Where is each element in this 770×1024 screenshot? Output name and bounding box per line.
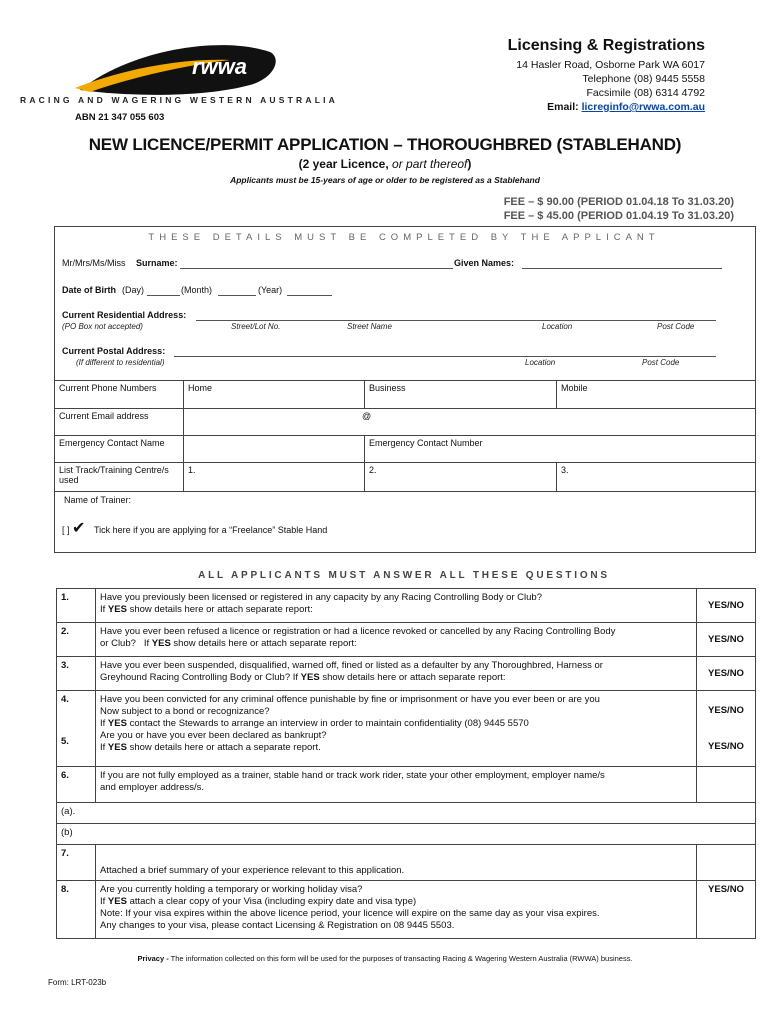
q7-text: Attached a brief summary of your experience relevant to this application. — [96, 845, 697, 881]
q2-rest: show details here or attach separate report: — [173, 638, 357, 649]
q4-yes-no[interactable]: YES/NO — [708, 704, 744, 716]
privacy-label: Privacy - — [137, 954, 169, 963]
title-prefix: Mr/Mrs/Ms/Miss — [62, 258, 126, 268]
contact-block — [508, 36, 705, 114]
q4-yes: YES — [107, 718, 127, 729]
q4-if: If — [100, 718, 106, 729]
q1-if: If — [100, 604, 106, 615]
q8-rest: attach a clear copy of your Visa (including expiry date and visa type) — [129, 896, 417, 907]
q2-line2a: or Club? — [100, 638, 136, 649]
q6-line2: and employer address/s. — [100, 782, 205, 793]
q5-number: 5. — [61, 736, 69, 747]
contact-grid — [54, 380, 756, 492]
q4-line2: Now subject to a bond or recognizance? — [100, 706, 270, 717]
given-names-label: Given Names: — [454, 258, 515, 268]
q6-line1: If you are not fully employed as a trainer, stable hand or track work rider, state your other employment, employer name/s — [100, 770, 605, 781]
postal-location-label: Location — [525, 358, 556, 367]
questions-heading: ALL APPLICANTS MUST ANSWER ALL THESE QUESTIONS — [198, 570, 610, 581]
abn: ABN 21 347 055 603 — [75, 112, 165, 123]
trainer-field[interactable] — [136, 496, 436, 505]
q3-number: 3. — [57, 657, 96, 691]
emergency-name-label: Emergency Contact Name — [55, 436, 184, 463]
street-name-label: Street Name — [347, 322, 392, 331]
email-row — [55, 409, 756, 436]
postal-address-field[interactable] — [174, 347, 716, 357]
q7-blank-cell — [697, 845, 756, 881]
q4-line1: Have you been convicted for any criminal offence punishable by fine or imprisonment or have you ever been or are you — [100, 694, 600, 705]
q6b-field[interactable]: (b) — [57, 824, 756, 845]
subtitle-close: ) — [467, 157, 472, 171]
post-code-label: Post Code — [657, 322, 695, 331]
q2-yes: YES — [151, 638, 171, 649]
q3-yes: YES — [300, 672, 320, 683]
emergency-number-label: Emergency Contact Number — [369, 438, 483, 448]
q3-line1: Have you ever been suspended, disqualified, warned off, fined or listed as a defaulter by any Thoroughbred, Harness or — [100, 660, 603, 671]
contact-title: Licensing & Registrations — [507, 37, 705, 54]
q4-rest: contact the Stewards to arrange an interview in order to maintain confidentiality (08) 9445 5570 — [129, 718, 529, 729]
subtitle-italic: or part thereof — [392, 157, 468, 171]
facsimile: Facsimile (08) 6314 4792 — [586, 87, 705, 99]
question-row-6b — [57, 824, 756, 845]
residential-label: Current Residential Address: — [62, 310, 187, 320]
email-address-label: Current Email address — [55, 409, 184, 436]
phone-home-cell[interactable]: Home — [184, 381, 365, 409]
question-row-3 — [57, 657, 756, 691]
track-label: List Track/Training Centre/s used — [55, 463, 184, 492]
track-cell-1[interactable]: 1. — [184, 463, 365, 492]
track-cell-2[interactable]: 2. — [365, 463, 557, 492]
dob-year-label: (Year) — [258, 285, 283, 295]
details-heading: THESE DETAILS MUST BE COMPLETED BY THE APPLICANT — [148, 232, 660, 243]
q3-line2a: Greyhound Racing Controlling Body or Club? If — [100, 672, 299, 683]
emergency-number-cell[interactable] — [365, 436, 756, 463]
email-at-sign: @ — [362, 411, 372, 421]
q8-line3: Note: If your visa expires within the above licence period, your licence will expire on the same day as your visa expires. — [100, 908, 600, 919]
privacy-note — [0, 954, 770, 963]
q2-line1: Have you ever been refused a licence or registration or had a licence revoked or cancelled by any Racing Controlling Body — [100, 626, 616, 637]
question-row-6 — [57, 767, 756, 803]
q8-yes-no[interactable]: YES/NO — [697, 881, 756, 939]
q6a-field[interactable]: (a). — [57, 803, 756, 824]
question-row-6a — [57, 803, 756, 824]
form-title: NEW LICENCE/PERMIT APPLICATION – THOROUGHBRED (STABLEHAND) — [88, 135, 682, 154]
dob-day-label: (Day) — [122, 285, 144, 295]
fee-line-2: FEE – $ 45.00 (PERIOD 01.04.19 To 31.03.20) — [503, 210, 734, 222]
po-box-note: (PO Box not accepted) — [62, 322, 143, 331]
q7-number: 7. — [57, 845, 96, 881]
dob-month-label: (Month) — [181, 285, 213, 295]
email-link[interactable]: licreginfo@rwwa.com.au — [581, 101, 705, 113]
q6-text — [96, 767, 697, 803]
q5-rest: show details here or attach a separate report. — [129, 742, 321, 753]
age-note: Applicants must be 15-years of age or older to be registered as a Stablehand — [230, 175, 540, 185]
q2-yes-no[interactable]: YES/NO — [697, 623, 756, 657]
dob-day-field[interactable] — [147, 286, 180, 296]
postal-post-code-label: Post Code — [642, 358, 680, 367]
q2-if: If — [143, 638, 150, 649]
org-name: RACING AND WAGERING WESTERN AUSTRALIA — [20, 95, 338, 105]
q8-yes: YES — [107, 896, 127, 907]
q2-number: 2. — [57, 623, 96, 657]
track-cell-3[interactable]: 3. — [557, 463, 756, 492]
phone-row — [55, 381, 756, 409]
q1-rest: show details here or attach separate report: — [129, 604, 313, 615]
form-code: Form: LRT-023b — [48, 978, 107, 987]
trainer-label: Name of Trainer: — [64, 495, 132, 505]
q6-blank-cell — [697, 767, 756, 803]
q4-q5-text — [96, 691, 697, 767]
q3-yes-no[interactable]: YES/NO — [697, 657, 756, 691]
question-row-4-5 — [57, 691, 756, 767]
question-row-7 — [57, 845, 756, 881]
freelance-text: Tick here if you are applying for a “Freelance” Stable Hand — [93, 525, 328, 535]
check-icon: ✔ — [72, 520, 86, 537]
emergency-name-cell[interactable] — [184, 436, 365, 463]
question-row-8 — [57, 881, 756, 939]
residential-address-field[interactable] — [196, 311, 716, 321]
track-row — [55, 463, 756, 492]
q3-rest: show details here or attach separate report: — [322, 672, 506, 683]
postal-note: (If different to residential) — [76, 358, 165, 367]
email-address-cell[interactable] — [184, 409, 756, 436]
subtitle-bold: (2 year Licence, — [298, 157, 389, 171]
surname-label: Surname: — [136, 258, 178, 268]
phone-label: Current Phone Numbers — [55, 381, 184, 409]
surname-field[interactable] — [180, 259, 453, 269]
q1-text — [96, 589, 697, 623]
q2-text — [96, 623, 697, 657]
logo-text: rwwa — [192, 54, 248, 79]
street-lot-label: Street/Lot No. — [231, 322, 281, 331]
dob-year-field[interactable] — [287, 286, 332, 296]
dob-label: Date of Birth — [62, 285, 116, 295]
freelance-checkbox-row[interactable] — [62, 518, 327, 538]
phone-business-cell[interactable]: Business — [365, 381, 557, 409]
form-subtitle — [0, 157, 770, 171]
question-row-2 — [57, 623, 756, 657]
given-names-field[interactable] — [522, 259, 722, 269]
q8-number: 8. — [57, 881, 96, 939]
q4-number: 4. — [61, 694, 69, 705]
email-label: Email: — [547, 101, 579, 113]
q1-number: 1. — [57, 589, 96, 623]
phone-mobile-cell[interactable]: Mobile — [557, 381, 756, 409]
dob-month-field[interactable] — [218, 286, 256, 296]
emergency-row — [55, 436, 756, 463]
location-label: Location — [542, 322, 573, 331]
q8-line1: Are you currently holding a temporary or working holiday visa? — [100, 884, 363, 895]
q5-line1: Are you or have you ever been declared as bankrupt? — [100, 730, 327, 741]
privacy-text: The information collected on this form will be used for the purposes of transacting Racing & Wagering Western Australia (RWWA) business. — [170, 954, 633, 963]
freelance-checkbox[interactable]: [ ] — [62, 525, 70, 535]
q8-text — [96, 881, 697, 939]
postal-label: Current Postal Address: — [62, 346, 166, 356]
q1-line1: Have you previously been licensed or registered in any capacity by any Racing Controlling Body or Club? — [100, 592, 542, 603]
q5-yes-no[interactable]: YES/NO — [708, 740, 744, 752]
address: 14 Hasler Road, Osborne Park WA 6017 — [516, 59, 705, 71]
q3-text — [96, 657, 697, 691]
questions-table — [56, 588, 756, 939]
telephone: Telephone (08) 9445 5558 — [582, 73, 705, 85]
q8-if: If — [100, 896, 106, 907]
q1-yes-no[interactable]: YES/NO — [697, 589, 756, 623]
q6-number: 6. — [57, 767, 96, 803]
q1-yes: YES — [107, 604, 127, 615]
question-row-1 — [57, 589, 756, 623]
q5-yes: YES — [107, 742, 127, 753]
q8-line4: Any changes to your visa, please contact Licensing & Registration on 08 9445 5503. — [100, 920, 455, 931]
fee-line-1: FEE – $ 90.00 (PERIOD 01.04.18 To 31.03.20) — [503, 196, 734, 208]
q5-if: If — [100, 742, 106, 753]
